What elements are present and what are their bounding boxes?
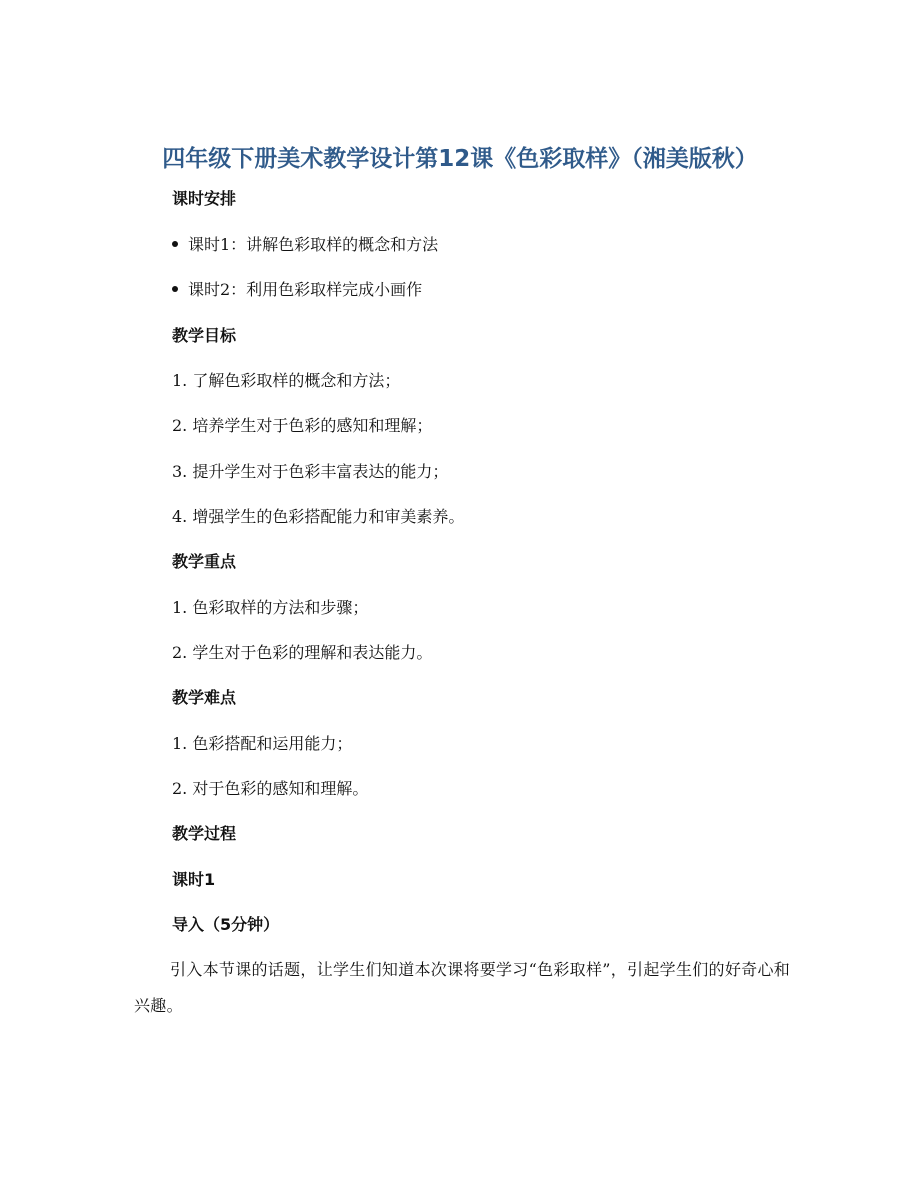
lesson-heading: 课时1 — [172, 870, 216, 889]
objective-item: 1. 了解色彩取样的概念和方法； — [172, 371, 401, 390]
difficulty-item: 1. 色彩搭配和运用能力； — [172, 734, 353, 753]
schedule-list-item — [172, 278, 422, 302]
difficulty-item: 2. 对于色彩的感知和理解。 — [172, 779, 369, 798]
objective-item: 4. 增强学生的色彩搭配能力和审美素养。 — [172, 507, 465, 526]
section-heading-key-points: 教学重点 — [172, 552, 237, 571]
schedule-item-text: 课时1：讲解色彩取样的概念和方法 — [188, 235, 439, 254]
section-heading-schedule: 课时安排 — [172, 189, 237, 208]
section-heading-objectives: 教学目标 — [172, 326, 237, 345]
document-title: 四年级下册美术教学设计第12课《色彩取样》（湘美版秋） — [162, 146, 758, 172]
key-point-item: 1. 色彩取样的方法和步骤； — [172, 598, 369, 617]
section-heading-difficulties: 教学难点 — [172, 688, 237, 707]
schedule-item-text: 课时2：利用色彩取样完成小画作 — [188, 280, 423, 299]
bullet-icon — [172, 241, 178, 247]
key-point-item: 2. 学生对于色彩的理解和表达能力。 — [172, 643, 433, 662]
section-heading-process: 教学过程 — [172, 824, 237, 843]
objective-item: 2. 培养学生对于色彩的感知和理解； — [172, 416, 433, 435]
intro-heading: 导入（5分钟） — [172, 915, 280, 934]
bullet-icon — [172, 286, 178, 292]
objective-item: 3. 提升学生对于色彩丰富表达的能力； — [172, 462, 449, 481]
intro-paragraph: 引入本节课的话题，让学生们知道本次课将要学习“色彩取样”，引起学生们的好奇心和兴趣。 — [134, 960, 791, 1015]
schedule-list-item — [172, 233, 438, 257]
